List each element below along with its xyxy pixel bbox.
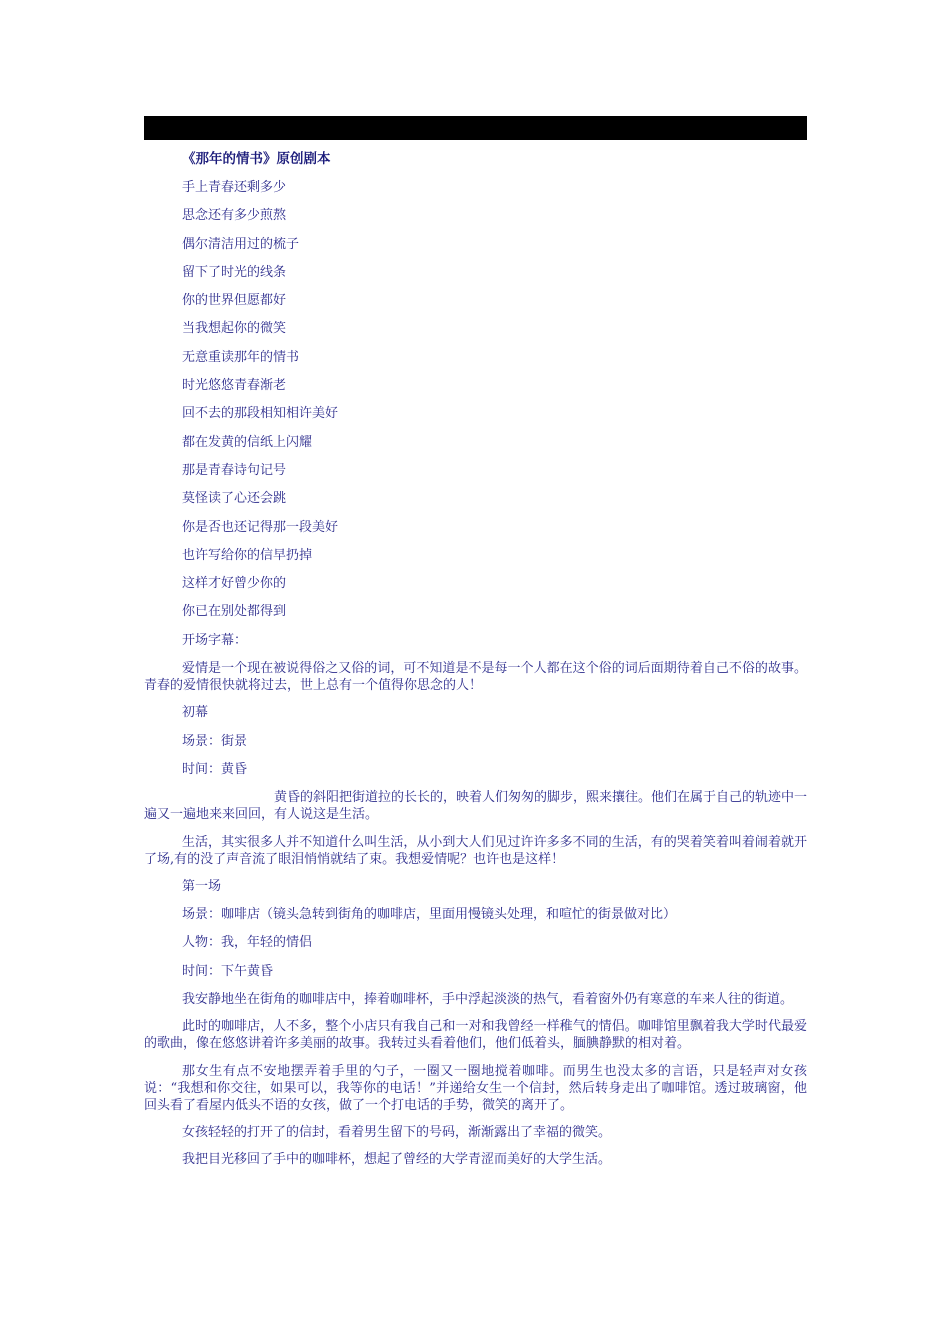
act1-paragraph: 此时的咖啡店，人不多，整个小店只有我自己和一对和我曾经一样稚气的情侣。咖啡馆里飘着我大学时代最爱的歌曲，像在悠悠讲着许多美丽的故事。我转过头看着他们，他们低着头，腼腆静默的相对着。 [144,1019,807,1052]
lyric-line: 当我想起你的微笑 [182,321,287,337]
lyric-line: 莫怪读了心还会跳 [182,491,287,507]
act0-scene: 场景：街景 [182,733,248,749]
opening-paragraph: 爱情是一个现在被说得俗之又俗的词，可不知道是不是每一个人都在这个俗的词后面期待着自己不俗的故事。青春的爱情很快就将过去，世上总有一个值得你思念的人！ [144,661,807,694]
act1-paragraph: 我把目光移回了手中的咖啡杯，想起了曾经的大学青涩而美好的大学生活。 [182,1152,612,1168]
lyric-line: 时光悠悠青春渐老 [182,378,287,394]
act1-people: 人物：我，年轻的情侣 [182,935,313,951]
act0-paragraph: 生活，其实很多人并不知道什么叫生活，从小到大人们见过许许多多不同的生活，有的哭着笑着叫着闹着就开了场,有的没了声音流了眼泪悄悄就结了束。我想爱情呢？也许也是这样！ [144,834,807,867]
lyric-line: 都在发黄的信纸上闪耀 [182,434,313,450]
header-bar [144,116,807,140]
lyric-line: 这样才好曾少你的 [182,576,287,592]
lyric-line: 也许写给你的信早扔掉 [182,547,313,563]
document-page [144,116,807,1179]
lyric-line: 你的世界但愿都好 [182,293,287,309]
act0-paragraph: 黄昏的斜阳把街道拉的长长的，映着人们匆匆的脚步，熙来攘往。他们在属于自己的轨迹中一遍又一遍地来来回回，有人说这是生活。 [144,790,808,823]
lyric-line: 无意重读那年的情书 [182,349,300,365]
act1-paragraph: 那女生有点不安地摆弄着手里的勺子，一圈又一圈地搅着咖啡。而男生也没太多的言语，只是轻声对女孩说：“我想和你交往，如果可以，我等你的电话！”并递给女生一个信封，然后转身走出了咖啡馆。透过玻璃窗，他回头看了看屋内低头不语的女孩，做了一个打电话的手势，微笑的离开了。 [144,1063,807,1113]
lyric-line: 那是青春诗句记号 [182,462,287,478]
lyric-line: 手上青春还剩多少 [182,180,287,195]
act1-paragraph: 女孩轻轻的打开了的信封，看着男生留下的号码，渐渐露出了幸福的微笑。 [182,1124,612,1140]
lyric-line: 你是否也还记得那一段美好 [182,519,339,535]
document-content [144,150,807,1168]
lyric-line: 留下了时光的线条 [182,264,287,280]
document-title: 《那年的情书》原创剧本 [182,151,331,167]
act0-heading: 初幕 [182,705,209,721]
act1-scene: 场景：咖啡店（镜头急转到街角的咖啡店，里面用慢镜头处理，和喧忙的街景做对比） [182,907,677,923]
lyric-line: 思念还有多少煎熬 [182,208,287,224]
act1-heading: 第一场 [182,878,222,894]
lyric-line: 偶尔清洁用过的梳子 [182,236,300,252]
opening-label: 开场字幕： [182,632,248,648]
act0-time: 时间：黄昏 [182,761,248,777]
act1-paragraph: 我安静地坐在街角的咖啡店中，捧着咖啡杯，手中浮起淡淡的热气，看着窗外仍有寒意的车来人往的街道。 [182,992,794,1008]
act1-time: 时间：下午黄昏 [182,963,274,979]
lyric-line: 回不去的那段相知相许美好 [182,406,339,422]
lyric-line: 你已在别处都得到 [182,604,287,620]
